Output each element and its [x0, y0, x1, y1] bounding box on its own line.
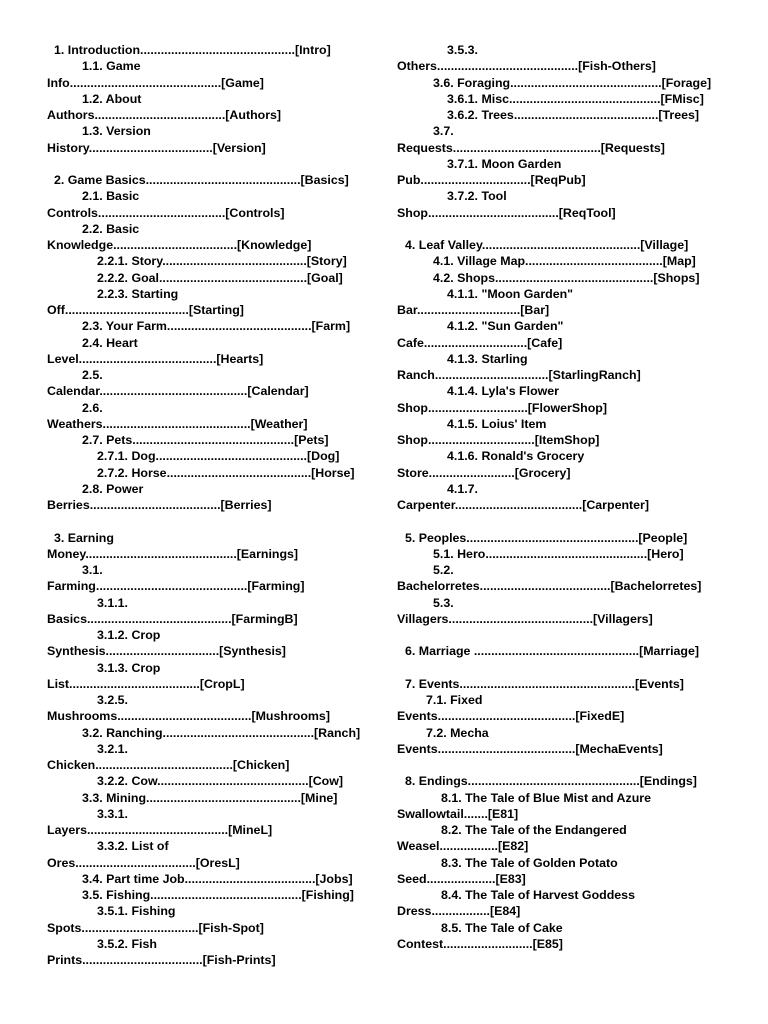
- toc-entry-title: 3.5.1. Fishing: [97, 904, 176, 919]
- toc-entry[interactable]: [47, 400, 361, 433]
- toc-entry-leader: Store.........................[Grocery]: [397, 465, 571, 480]
- toc-entry[interactable]: [47, 42, 361, 58]
- toc-entry-title: 2.2.1. Story..........................................[Story]: [97, 254, 347, 269]
- toc-entry-leader: Calendar...........................................[Calendar]: [47, 384, 309, 399]
- toc-entry[interactable]: [397, 42, 727, 75]
- toc-entry-title: 5.1. Hero...............................................[Hero]: [433, 546, 684, 561]
- toc-entry-title: 4.1.7.: [447, 481, 479, 496]
- toc-entry-title: 1. Introduction.............................................[Intro]: [54, 43, 331, 57]
- toc-entry[interactable]: [47, 253, 361, 269]
- toc-entry-title: 3.6.1. Misc............................................[FMisc]: [447, 91, 704, 106]
- toc-entry[interactable]: [47, 692, 361, 725]
- toc-entry-title: 5. Peoples..................................................[People]: [405, 530, 688, 545]
- section-gap: [397, 513, 727, 529]
- toc-entry-title: 2.6.: [82, 400, 103, 415]
- toc-entry-leader: Weathers...........................................[Weather]: [47, 416, 308, 431]
- toc-entry-leader: Bar..............................[Bar]: [397, 303, 550, 317]
- toc-entry-leader: Info............................................[Game]: [47, 75, 264, 90]
- toc-entry-leader: Berries......................................[Berries]: [47, 498, 272, 512]
- toc-entry[interactable]: [397, 75, 727, 91]
- toc-entry-title: 2.5.: [82, 368, 103, 382]
- toc-entry-leader: Pub................................[ReqPub]: [397, 173, 586, 187]
- toc-entry-leader: Shop......................................[ReqTool]: [397, 205, 616, 220]
- toc-entry-leader: Bachelorretes......................................[Bachelorretes]: [397, 579, 702, 594]
- toc-entry-title: 2.7. Pets...............................................[Pets]: [82, 433, 329, 447]
- toc-entry-title: 3.7.2. Tool: [447, 189, 507, 204]
- toc-entry-title: 7. Events...................................................[Events]: [405, 676, 684, 691]
- toc-entry-title: 8. Endings..................................................[Endings]: [405, 774, 697, 789]
- toc-right-column: [397, 42, 727, 952]
- toc-entry-title: 3.2.2. Cow............................................[Cow]: [97, 774, 344, 789]
- toc-entry-title: 3.5.3.: [447, 43, 479, 57]
- section-gap: [397, 660, 727, 676]
- toc-entry-title: 3.1.3. Crop: [97, 660, 161, 675]
- section-gap: [397, 627, 727, 643]
- toc-entry[interactable]: [397, 156, 727, 189]
- toc-entry-leader: Ranch.................................[StarlingRanch]: [397, 368, 641, 382]
- toc-entry-title: 3.1.1.: [97, 595, 129, 610]
- toc-entry-leader: Dress.................[E84]: [397, 904, 521, 919]
- toc-entry-title: 3.3. Mining.............................................[Mine]: [82, 790, 338, 805]
- toc-entry-leader: Villagers..........................................[Villagers]: [397, 611, 653, 626]
- toc-entry-leader: Level........................................[Hearts]: [47, 351, 264, 366]
- toc-entry[interactable]: [397, 351, 727, 384]
- toc-entry-title: 4.2. Shops..............................................[Shops]: [433, 270, 700, 285]
- toc-entry-title: 5.2.: [433, 563, 454, 577]
- toc-entry-title: 3.4. Part time Job......................................[Jobs]: [82, 871, 353, 886]
- toc-entry-title: 3.6.2. Trees..........................................[Trees]: [447, 108, 700, 122]
- toc-entry[interactable]: [397, 822, 727, 855]
- toc-entry-title: 1.3. Version: [82, 124, 151, 139]
- toc-entry-title: 3.5. Fishing............................................[Fishing]: [82, 888, 354, 902]
- toc-entry-title: 8.1. The Tale of Blue Mist and Azure: [441, 790, 651, 805]
- toc-entry-leader: Mushrooms.......................................[Mushrooms]: [47, 709, 330, 724]
- toc-entry-title: 4.1.4. Lyla's Flower: [447, 384, 559, 399]
- toc-entry-title: 2.2.3. Starting: [97, 286, 179, 301]
- toc-entry-title: 4.1.6. Ronald's Grocery: [447, 449, 585, 464]
- toc-entry[interactable]: [47, 871, 361, 887]
- toc-entry[interactable]: [397, 188, 727, 221]
- toc-entry-title: 1.2. About: [82, 91, 142, 106]
- toc-entry-leader: Basics..........................................[FarmingB]: [47, 611, 298, 626]
- toc-entry-title: 8.5. The Tale of Cake: [441, 920, 563, 935]
- toc-entry-title: 7.1. Fixed: [426, 693, 483, 707]
- toc-entry-title: 3.7.: [433, 124, 454, 139]
- toc-entry[interactable]: [397, 123, 727, 156]
- toc-entry-title: 1.1. Game: [82, 59, 141, 74]
- toc-entry-title: 2.4. Heart: [82, 335, 138, 350]
- toc-entry[interactable]: [397, 481, 727, 514]
- toc-entry-leader: Farming............................................[Farming]: [47, 579, 305, 594]
- toc-entry[interactable]: [47, 660, 361, 693]
- toc-entry[interactable]: [397, 643, 727, 659]
- toc-entry[interactable]: [397, 253, 727, 269]
- toc-entry-leader: Shop.............................[FlowerShop]: [397, 400, 607, 415]
- toc-entry-title: 3.2.5.: [97, 693, 129, 707]
- toc-entry[interactable]: [47, 790, 361, 806]
- toc-entry-title: 2.2. Basic: [82, 221, 140, 236]
- toc-entry[interactable]: [397, 530, 727, 546]
- toc-entry-leader: Off....................................[Starting]: [47, 303, 244, 317]
- toc-entry-leader: History....................................[Version]: [47, 140, 266, 155]
- toc-entry-title: 3.3.2. List of: [97, 839, 169, 854]
- toc-entry-leader: Spots..................................[Fish-Spot]: [47, 920, 264, 935]
- toc-entry-leader: Weasel.................[E82]: [397, 839, 529, 854]
- toc-entry[interactable]: [47, 887, 361, 903]
- toc-entry-title: 2. Game Basics.............................................[Basics]: [54, 173, 349, 187]
- toc-entry-leader: Requests...........................................[Requests]: [397, 140, 665, 155]
- toc-entry[interactable]: [397, 773, 727, 789]
- toc-entry-title: 3.2.1.: [97, 741, 129, 756]
- toc-entry[interactable]: [47, 936, 361, 969]
- toc-entry-title: 4.1.2. "Sun Garden": [447, 319, 564, 334]
- toc-entry-leader: Authors......................................[Authors]: [47, 108, 282, 122]
- toc-entry[interactable]: [47, 595, 361, 628]
- toc-entry-title: 5.3.: [433, 595, 454, 610]
- toc-entry-leader: Contest..........................[E85]: [397, 936, 563, 951]
- toc-entry[interactable]: [47, 465, 361, 481]
- toc-entry[interactable]: [47, 448, 361, 464]
- toc-entry-leader: Events........................................[FixedE]: [397, 709, 625, 724]
- toc-entry-leader: Swallowtail.......[E81]: [397, 806, 519, 821]
- toc-entry[interactable]: [397, 725, 727, 758]
- toc-entry-title: 4.1. Village Map........................................[Map]: [433, 254, 696, 269]
- toc-entry[interactable]: [47, 286, 361, 319]
- toc-entry[interactable]: [47, 741, 361, 774]
- toc-entry[interactable]: [47, 318, 361, 334]
- toc-entry[interactable]: [47, 270, 361, 286]
- section-gap: [397, 757, 727, 773]
- toc-entry-title: 3.1.: [82, 563, 103, 577]
- toc-entry[interactable]: [397, 286, 727, 319]
- toc-entry-title: 3.2. Ranching............................................[Ranch]: [82, 725, 361, 740]
- toc-entry[interactable]: [47, 91, 361, 124]
- toc-entry[interactable]: [47, 335, 361, 368]
- toc-entry-title: 3.6. Foraging............................................[Forage]: [433, 75, 712, 90]
- toc-entry-title: 3. Earning: [54, 530, 114, 545]
- toc-entry[interactable]: [397, 676, 727, 692]
- toc-entry[interactable]: [397, 920, 727, 953]
- toc-entry-title: 3.7.1. Moon Garden: [447, 156, 562, 171]
- toc-entry-leader: Carpenter.....................................[Carpenter]: [397, 498, 649, 512]
- toc-entry[interactable]: [397, 448, 727, 481]
- toc-entry[interactable]: [47, 58, 361, 91]
- toc-entry-leader: List......................................[CropL]: [47, 676, 245, 691]
- toc-entry-title: 8.2. The Tale of the Endangered: [441, 823, 627, 837]
- toc-entry-leader: Chicken........................................[Chicken]: [47, 758, 290, 772]
- toc-entry-title: 8.3. The Tale of Golden Potato: [441, 855, 618, 870]
- toc-left-column: [47, 42, 361, 968]
- toc-entry-leader: Layers.........................................[MineL]: [47, 823, 273, 837]
- toc-entry-title: 8.4. The Tale of Harvest Goddess: [441, 888, 635, 902]
- toc-entry[interactable]: [397, 318, 727, 351]
- toc-entry[interactable]: [47, 530, 361, 563]
- toc-entry-title: 3.3.1.: [97, 806, 129, 821]
- toc-entry-title: 2.1. Basic: [82, 189, 140, 204]
- toc-entry[interactable]: [397, 887, 727, 920]
- toc-entry[interactable]: [47, 123, 361, 156]
- toc-entry[interactable]: [47, 367, 361, 400]
- toc-entry[interactable]: [397, 855, 727, 888]
- toc-entry[interactable]: [397, 416, 727, 449]
- toc-entry[interactable]: [397, 790, 727, 823]
- toc-entry-leader: Knowledge....................................[Knowledge]: [47, 238, 312, 252]
- toc-entry-title: 2.8. Power: [82, 481, 144, 496]
- toc-entry-leader: Synthesis.................................[Synthesis]: [47, 644, 286, 659]
- section-gap: [47, 513, 361, 529]
- toc-entry[interactable]: [47, 838, 361, 871]
- toc-entry-leader: Others.........................................[Fish-Others]: [397, 59, 656, 74]
- toc-entry[interactable]: [397, 595, 727, 628]
- toc-entry-title: 3.1.2. Crop: [97, 628, 161, 642]
- toc-entry-leader: Money............................................[Earnings]: [47, 546, 299, 561]
- toc-entry[interactable]: [397, 237, 727, 253]
- toc-entry[interactable]: [47, 221, 361, 254]
- toc-entry[interactable]: [47, 806, 361, 839]
- toc-entry-title: 2.7.2. Horse..........................................[Horse]: [97, 465, 355, 480]
- toc-entry[interactable]: [397, 383, 727, 416]
- section-gap: [397, 221, 727, 237]
- toc-entry-title: 7.2. Mecha: [426, 725, 489, 740]
- toc-entry[interactable]: [397, 270, 727, 286]
- toc-entry-title: 2.7.1. Dog............................................[Dog]: [97, 449, 340, 464]
- toc-entry[interactable]: [397, 562, 727, 595]
- toc-entry-title: 6. Marriage ................................................[Marriage]: [405, 644, 700, 659]
- toc-entry[interactable]: [397, 107, 727, 123]
- toc-entry-leader: Controls.....................................[Controls]: [47, 205, 285, 220]
- toc-entry-title: 4. Leaf Valley..............................................[Village]: [405, 238, 689, 252]
- toc-entry-leader: Ores...................................[OresL]: [47, 855, 240, 870]
- toc-entry[interactable]: [47, 172, 361, 188]
- toc-entry[interactable]: [47, 773, 361, 789]
- toc-entry[interactable]: [47, 188, 361, 221]
- section-gap: [47, 156, 361, 172]
- toc-entry-title: 2.3. Your Farm..........................................[Farm]: [82, 319, 351, 334]
- toc-entry[interactable]: [47, 903, 361, 936]
- toc-entry[interactable]: [47, 627, 361, 660]
- toc-entry[interactable]: [47, 432, 361, 448]
- toc-entry-leader: Prints...................................[Fish-Prints]: [47, 953, 276, 967]
- toc-entry[interactable]: [47, 725, 361, 741]
- toc-entry-title: 2.2.2. Goal...........................................[Goal]: [97, 270, 343, 285]
- toc-entry[interactable]: [397, 91, 727, 107]
- toc-entry-leader: Shop...............................[ItemShop]: [397, 433, 600, 447]
- toc-entry[interactable]: [397, 546, 727, 562]
- toc-entry-title: 4.1.3. Starling: [447, 351, 528, 366]
- toc-entry-leader: Events........................................[MechaEvents]: [397, 741, 663, 756]
- toc-entry-title: 4.1.5. Loius' Item: [447, 416, 547, 431]
- toc-entry-leader: Seed....................[E83]: [397, 871, 526, 886]
- toc-entry-title: 4.1.1. "Moon Garden": [447, 286, 574, 301]
- toc-entry[interactable]: [47, 481, 361, 514]
- toc-entry-leader: Cafe..............................[Cafe]: [397, 335, 563, 350]
- toc-entry-title: 3.5.2. Fish: [97, 936, 157, 951]
- toc-entry[interactable]: [47, 562, 361, 595]
- toc-entry[interactable]: [397, 692, 727, 725]
